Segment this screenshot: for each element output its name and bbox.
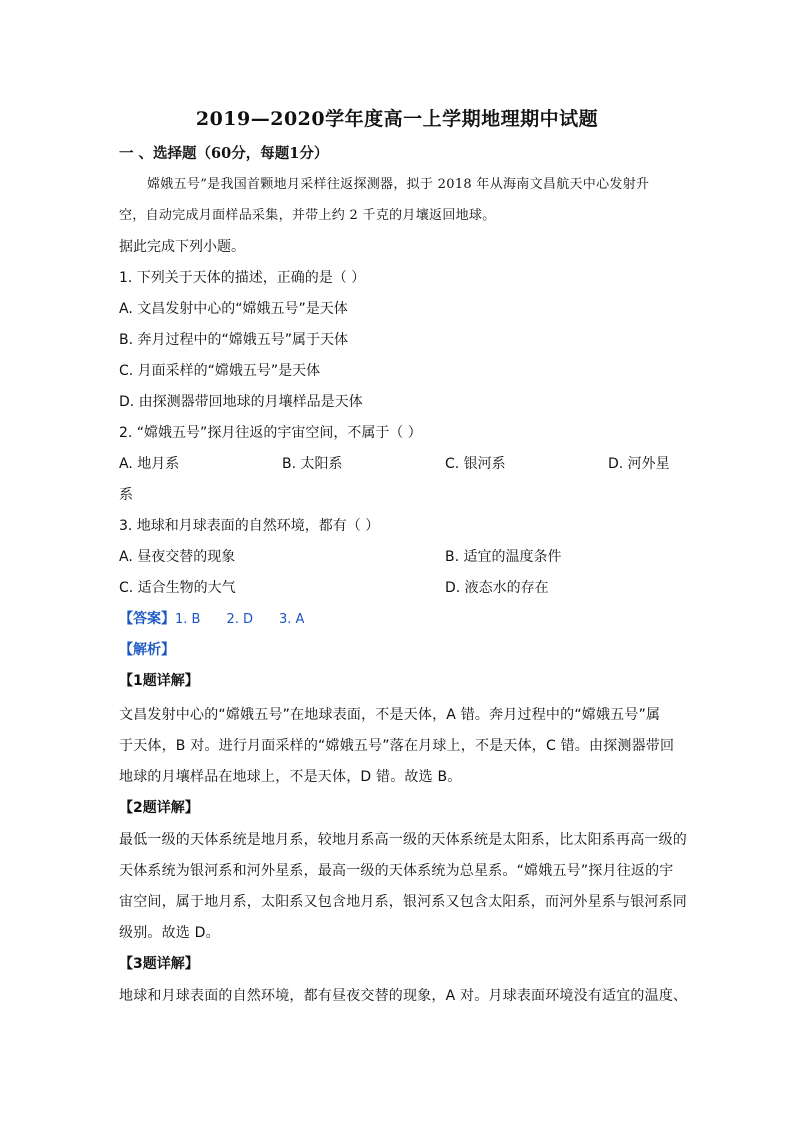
question-2-option-b: B. 太阳系 (282, 456, 343, 472)
intro-line-2: 空，自动完成月面样品采集，并带上约 2 千克的月壤返回地球。 (119, 208, 496, 223)
page-title: 2019—2020学年度高一上学期地理期中试题 (195, 108, 599, 130)
question-1-option-a: A. 文昌发射中心的“嫦娥五号”是天体 (119, 301, 348, 317)
question-3-option-d: D. 液态水的存在 (445, 580, 549, 596)
explanation-2-line-3: 宙空间，属于地月系，太阳系又包含地月系，银河系又包含太阳系，而河外星系与银河系同 (119, 894, 687, 910)
question-2-stem: 2. “嫦娥五号”探月往返的宇宙空间，不属于（ ） (119, 425, 422, 441)
question-2-option-c: C. 银河系 (445, 456, 506, 472)
answer-values (175, 612, 330, 627)
answer-2: 2. D (226, 612, 254, 627)
explanation-2-line-4: 级别。故选 D。 (119, 925, 220, 941)
answer-1: 1. B (175, 612, 201, 627)
question-2-option-d: D. 河外星 (608, 456, 670, 472)
question-1-stem: 1. 下列关于天体的描述，正确的是（ ） (119, 270, 366, 286)
answer-3: 3. A (279, 612, 305, 627)
question-1-option-d: D. 由探测器带回地球的月壤样品是天体 (119, 394, 363, 410)
explanation-2-line-1: 最低一级的天体系统是地月系，较地月系高一级的天体系统是太阳系，比太阳系再高一级的 (119, 832, 687, 848)
explanation-1-line-2: 于天体，B 对。进行月面采样的“嫦娥五号”落在月球上，不是天体，C 错。由探测器带回 (119, 738, 675, 754)
question-3-option-c: C. 适合生物的大气 (119, 580, 236, 596)
explanation-1-line-1: 文昌发射中心的“嫦娥五号”在地球表面，不是天体，A 错。奔月过程中的“嫦娥五号”属 (119, 707, 661, 723)
lead-text: 据此完成下列小题。 (119, 239, 245, 255)
question-1-option-c: C. 月面采样的“嫦娥五号”是天体 (119, 363, 321, 379)
question-2-option-d-wrap: 系 (119, 487, 133, 503)
explanation-3-line-1: 地球和月球表面的自然环境，都有昼夜交替的现象，A 对。月球表面环境没有适宜的温度、 (119, 988, 688, 1004)
answer-tag: 【答案】 (119, 611, 175, 627)
explanation-1-line-3: 地球的月壤样品在地球上，不是天体，D 错。故选 B。 (119, 769, 462, 785)
analysis-tag: 【解析】 (119, 642, 175, 658)
explanation-2-tag: 【2题详解】 (119, 800, 199, 816)
section-heading: 一 、选择题（60分，每题1分） (119, 145, 329, 162)
answer-row (119, 609, 330, 630)
explanation-3-tag: 【3题详解】 (119, 956, 199, 972)
question-3-option-b: B. 适宜的温度条件 (445, 549, 562, 565)
question-1-option-b: B. 奔月过程中的“嫦娥五号”属于天体 (119, 332, 349, 348)
explanation-2-line-2: 天体系统为银河系和河外星系，最高一级的天体系统为总星系。“嫦娥五号”探月往返的宇 (119, 863, 674, 879)
question-3-option-a: A. 昼夜交替的现象 (119, 549, 236, 565)
question-2-option-a: A. 地月系 (119, 456, 180, 472)
question-3-stem: 3. 地球和月球表面的自然环境，都有（ ） (119, 518, 380, 534)
intro-line-1: 嫦娥五号”是我国首颗地月采样往返探测器，拟于 2018 年从海南文昌航天中心发射升 (147, 177, 650, 192)
explanation-1-tag: 【1题详解】 (119, 673, 199, 689)
